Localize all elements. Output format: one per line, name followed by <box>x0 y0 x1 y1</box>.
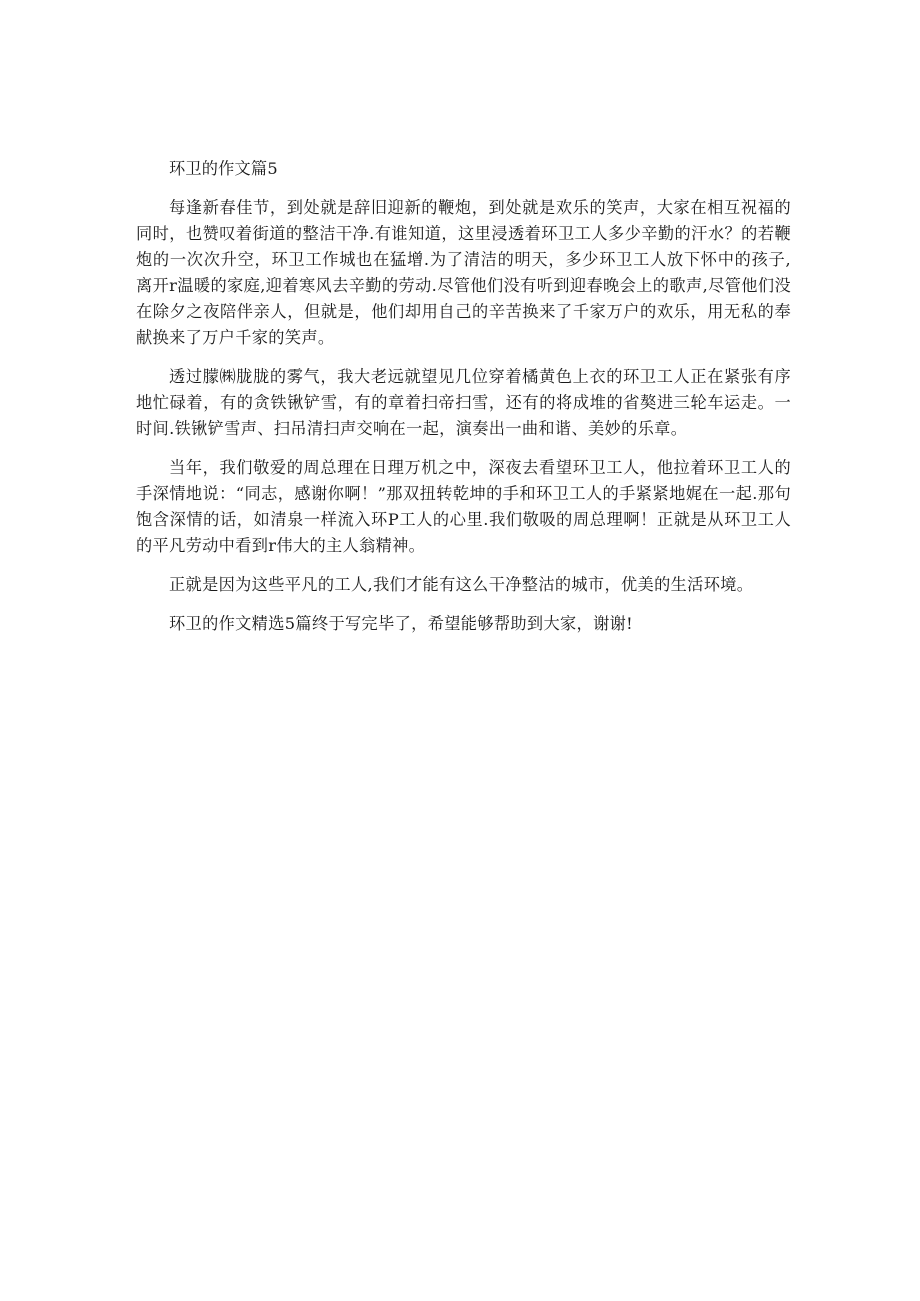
essay-title: 环卫的作文篇5 <box>169 159 278 178</box>
paragraph-2: 透过朦㈱胧胧的雾气，我大老远就望见几位穿着橘黄色上衣的环卫工人正在紧张有序地忙碌着，有的贪铁锹铲雪，有的章着扫帝扫雪，还有的将成堆的省獒进三轮车运走。一时间.铁锹铲雪声、扫吊清扫声交响在一起，演奏出一曲和谐、美妙的乐章。 <box>136 367 791 438</box>
document-body <box>136 156 791 650</box>
paragraph-5: 环卫的作文精选5篇终于写完毕了，希望能够帮助到大家，谢谢! <box>169 614 634 633</box>
paragraph-4: 正就是因为这些平凡的工人,我们才能有这么干净整沽的城市，优美的生活环境。 <box>169 575 754 594</box>
paragraph-1: 每逢新春佳节，到处就是辞旧迎新的鞭炮，到处就是欢乐的笑声，大家在相互祝福的同时，也赞叹着街道的整洁干净.有谁知道，这里浸透着环卫工人多少辛勤的汗水？的若鞭炮的一次次升空，环卫工作城也在猛增.为了清洁的明天，多少环卫工人放下怀中的孩子,离开r温暖的家庭,迎着寒风去辛勤的劳动.尽管他们没有听到迎春晚会上的歌声,尽管他们没在除夕之夜陪伴亲人，但就是，他们却用自己的辛苦换来了千家万户的欢乐，用无私的奉献换来了万户千家的笑声。 <box>136 198 791 347</box>
paragraph-3: 当年，我们敬爱的周总理在日理万机之中，深夜去看望环卫工人，他拉着环卫工人的手深情地说：“同志，感谢你啊！”那双扭转乾坤的手和环卫工人的手紧紧地娓在一起.那句饱含深情的话，如清泉一样流入环P工人的心里.我们敬吸的周总理啊！正就是从环卫工人的平凡劳动中看到r伟大的主人翁精神。 <box>136 458 791 555</box>
